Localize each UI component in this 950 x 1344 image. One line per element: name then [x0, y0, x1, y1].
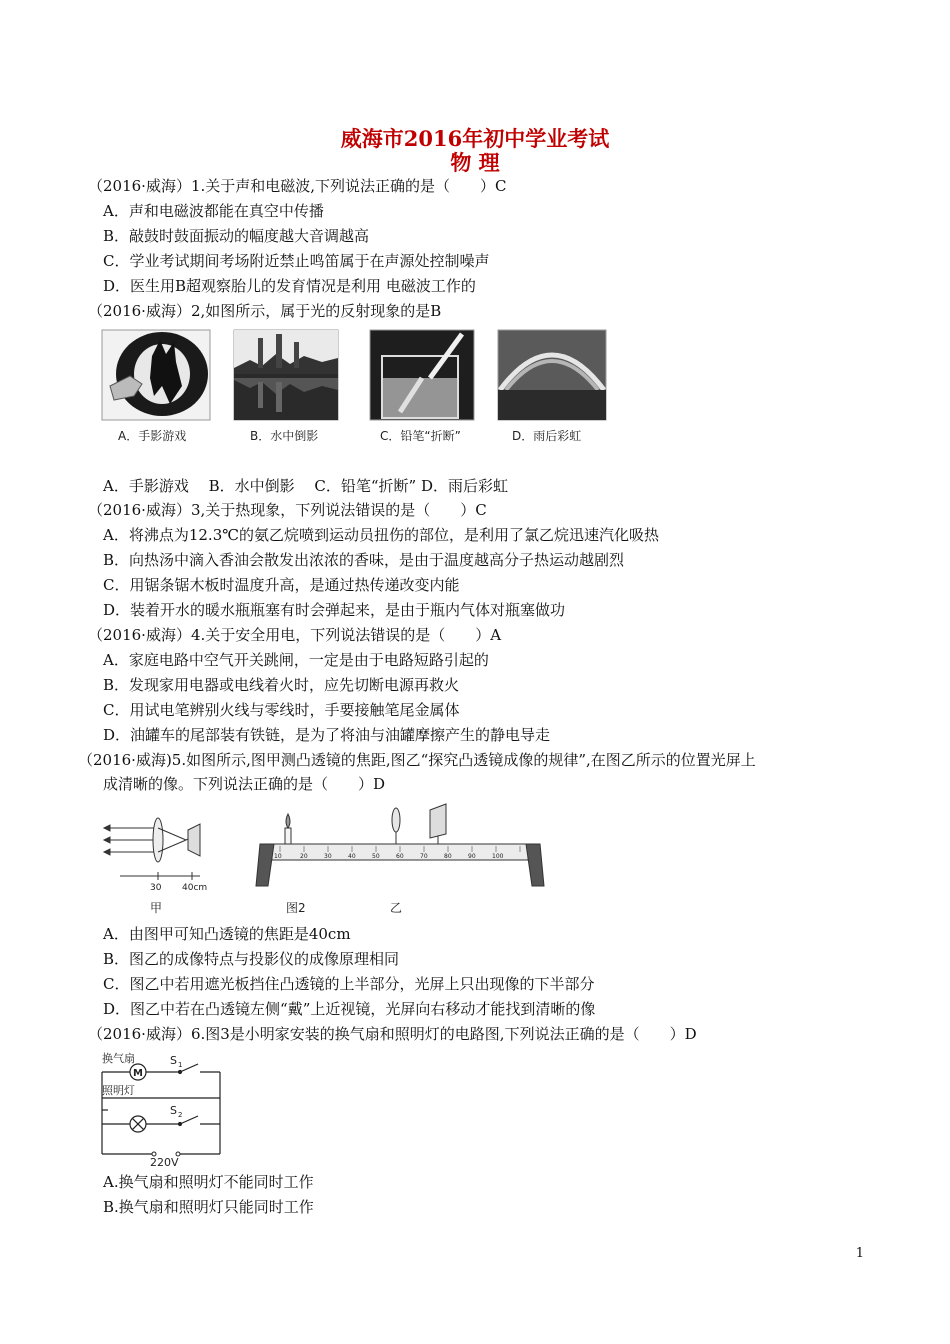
question-5-option-b: B．图乙的成像特点与投影仪的成像原理相同 [103, 950, 400, 968]
question-2-stem: （2016·威海）2,如图所示，属于光的反射现象的是B [88, 302, 442, 320]
label-s1: S [170, 1054, 177, 1067]
label-lamp: 照明灯 [102, 1084, 135, 1097]
question-4-option-b: B．发现家用电器或电线着火时，应先切断电源再救火 [103, 676, 460, 694]
question-5-figure [100, 800, 560, 918]
caption-d: D．雨后彩虹 [512, 429, 582, 443]
convex-lens-experiment-diagram [100, 800, 560, 918]
bench-tick-20: 30 [324, 853, 332, 860]
bench-tick-50: 60 [396, 853, 404, 860]
caption-a: A．手影游戏 [118, 429, 187, 443]
bench-tick-40: 50 [372, 853, 380, 860]
bench-tick-0: 10 [274, 853, 282, 860]
label-voltage: 220V [150, 1156, 179, 1166]
document-title: 威海市2016年初中学业考试 [340, 126, 610, 151]
question-4-stem: （2016·威海）4.关于安全用电，下列说法错误的是（ ）A [88, 626, 502, 644]
question-5-stem: （2016·威海)5.如图所示,图甲测凸透镜的焦距,图乙“探究凸透镜成像的规律”,在图乙所示的位置光屏上 [78, 751, 756, 769]
question-1-option-c: C．学业考试期间考场附近禁止鸣笛属于在声源处控制噪声 [103, 252, 490, 270]
question-3-option-a: A．将沸点为12.3℃的氨乙烷喷到运动员扭伤的部位，是利用了氯乙烷迅速汽化吸热 [103, 526, 660, 544]
label-s2: S [170, 1104, 177, 1117]
bench-tick-70: 80 [444, 853, 452, 860]
question-2-options: A．手影游戏 B．水中倒影 C．铅笔“折断” D．雨后彩虹 [103, 477, 509, 495]
question-1-option-d: D．医生用B超观察胎儿的发育情况是利用 电磁波工作的 [103, 277, 476, 295]
question-4-option-d: D．油罐车的尾部装有铁链，是为了将油与油罐摩擦产生的静电导走 [103, 726, 551, 744]
fig-jia-tick-40: 40cm [182, 883, 208, 893]
bench-tick-90: 100 [492, 853, 504, 860]
caption-jia: 甲 [150, 901, 163, 915]
caption-c: C．铅笔“折断” [380, 429, 461, 443]
label-fan: 换气扇 [102, 1052, 135, 1065]
question-1-option-b: B．敲鼓时鼓面振动的幅度越大音调越高 [103, 227, 370, 245]
bench-tick-30: 40 [348, 853, 356, 860]
bench-tick-60: 70 [420, 853, 428, 860]
fan-and-lamp-circuit-diagram [96, 1050, 246, 1166]
document-subject: 物 理 [450, 150, 500, 175]
label-s2-sub: 2 [178, 1111, 183, 1119]
question-5-stem-continued: 成清晰的像。下列说法正确的是（ ）D [103, 775, 386, 793]
caption-b: B．水中倒影 [250, 429, 319, 443]
caption-fig2: 图2 [286, 901, 306, 915]
question-3-option-b: B．向热汤中滴入香油会散发出浓浓的香味，是由于温度越高分子热运动越剧烈 [103, 551, 625, 569]
question-5-option-c: C．图乙中若用遮光板挡住凸透镜的上半部分，光屏上只出现像的下半部分 [103, 975, 595, 993]
bench-tick-80: 90 [468, 853, 476, 860]
question-1-stem: （2016·威海）1.关于声和电磁波,下列说法正确的是（ ）C [88, 177, 507, 195]
question-3-stem: （2016·威海）3,关于热现象，下列说法错误的是（ ）C [88, 501, 487, 519]
question-4-option-c: C．用试电笔辨别火线与零线时，手要接触笔尾金属体 [103, 701, 460, 719]
question-4-option-a: A．家庭电路中空气开关跳闸，一定是由于电路短路引起的 [103, 651, 489, 669]
question-6-option-a: A.换气扇和照明灯不能同时工作 [103, 1173, 314, 1191]
question-2-figure [100, 326, 620, 448]
light-phenomena-photos [100, 326, 620, 448]
label-motor: M [133, 1068, 143, 1079]
label-s1-sub: 1 [178, 1061, 183, 1069]
caption-yi: 乙 [390, 901, 403, 915]
question-5-option-d: D．图乙中若在凸透镜左侧“戴”上近视镜，光屏向右移动才能找到清晰的像 [103, 1000, 596, 1018]
question-5-option-a: A．由图甲可知凸透镜的焦距是40cm [103, 925, 351, 943]
question-6-option-b: B.换气扇和照明灯只能同时工作 [103, 1198, 314, 1216]
question-6-figure [96, 1050, 246, 1166]
bench-tick-10: 20 [300, 853, 308, 860]
question-1-option-a: A．声和电磁波都能在真空中传播 [103, 202, 324, 220]
question-3-option-c: C．用锯条锯木板时温度升高，是通过热传递改变内能 [103, 576, 460, 594]
page-number: 1 [855, 1246, 864, 1261]
fig-jia-tick-30: 30 [150, 883, 162, 893]
question-3-option-d: D．装着开水的暖水瓶瓶塞有时会弹起来，是由于瓶内气体对瓶塞做功 [103, 601, 566, 619]
question-6-stem: （2016·威海）6.图3是小明家安装的换气扇和照明灯的电路图,下列说法正确的是（ ）D [88, 1025, 697, 1043]
